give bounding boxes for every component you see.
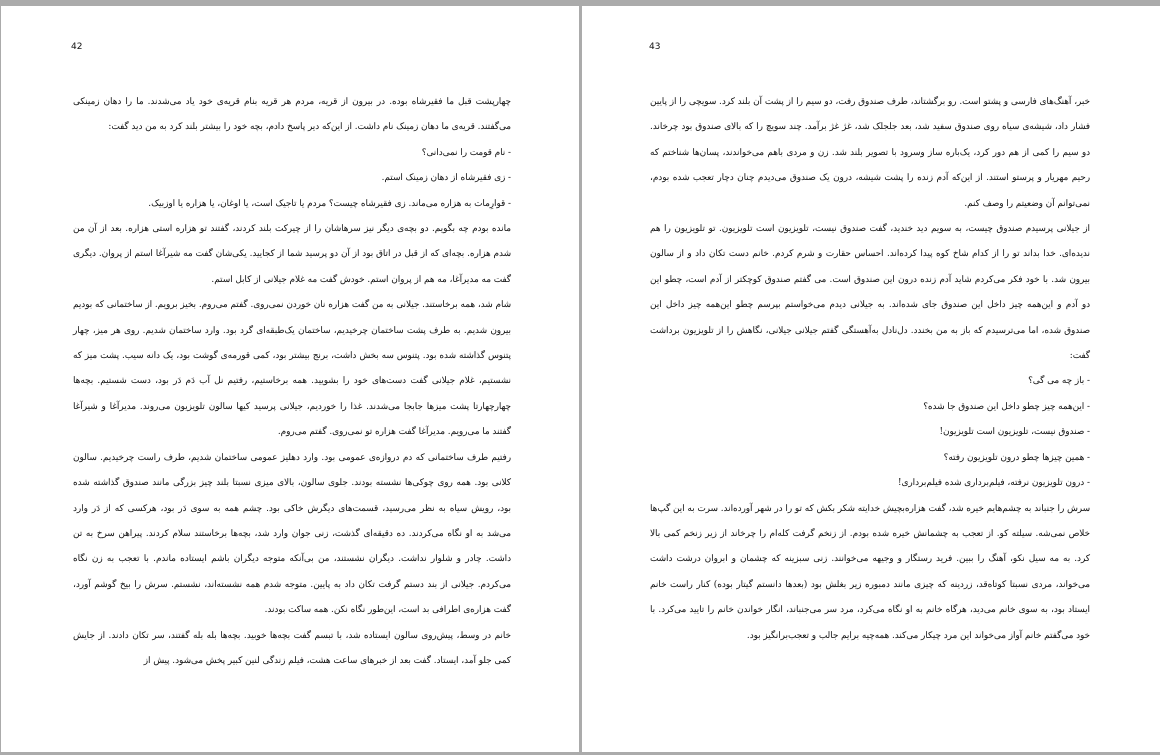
paragraph: سرش را جنباند به چشم‌هایم خیره شد، گفت هزاره‌بچیش خدایته شکر بکش که تو را در شهر آورده‌اند. سرت به این گپ‌ها خلاص نمی‌شه. سیلته کو. از تعجب به چشمانش خیره شده بودم. از زنخم گرفت کله‌ام را چرخاند از زیر زنخم کمی بالا کرد. به مه سیل نکو، آهنگ را ببین. فرید رستگار و وجیهه می‌خوانند. زنی سبزینه که چشمان و ابروان درشت داشت می‌خواند، مردی نسبتا کوتاه‌قد، زردینه که چیزی مانند دمبوره زیر بغلش بود (بعدها دانستم گیتار بوده) کنار راست خانم ایستاد بود، به سوی خانم می‌دید، هرگاه خانم به او نگاه می‌کرد، مرد سر می‌جنباند، انگار خواندن خانم را تایید می‌کرد. با خود می‌گفتم خانم آواز می‌خواند این مرد چیکار می‌کند. همه‌چیه برایم جالب و تعجب‌برانگیز بود. xyxy=(650,503,1090,641)
paragraph: مانده بودم چه بگویم. دو بچه‌ی دیگر نیز سرهاشان را از چیرکت بلند کردند، گفتند تو هزاره استی هزاره. بعد از آن من شدم هزاره. بچه‌ای که از قبل در اتاق بود از آن دو پرسید شما از کجایید. یکی‌شان گفت مه شیرآغا استم از پروان. دیگری گفت مه مدیرآغا، مه هم از پروان استم. خودش گفت مه غلام جیلانی از کابل استم. xyxy=(73,224,511,285)
page-body xyxy=(650,90,1090,649)
paragraph: - نام قومت را نمی‌دانی؟ xyxy=(421,147,511,158)
left-page xyxy=(1,6,579,752)
right-page xyxy=(582,6,1160,752)
paragraph: خبر، آهنگ‌های فارسی و پشتو است. رو برگشتاند، طرف صندوق رفت، دو سیم را از پشت آن بلند کرد. سویچی را از پایین فشار داد، شیشه‌ی سیاه روی صندوق سفید شد، بعد جلجلک شد، غژ غژ برآمد. چند سویچ را که بالای صندوق بود چرخاند. دو سیم را کمی از هم دور کرد، یک‌باره ساز وسرود با تصویر بلند شد. زن و مردی باهم می‌خواندند، پسان‌ها شناختم که رحیم مهریار و پرستو استند. از این‌که آدم زنده را پشت شیشه، درون یک صندوق می‌دیدم چنان دچار تعجب شده بودم، نمی‌توانم آن وضعیتم را وصف کنم. xyxy=(650,97,1090,209)
paragraph: از جیلانی پرسیدم صندوق چیست، به سویم دید خندید، گفت صندوق نیست، تلویزیون است تلویزیون. تو تلویزیون را هم ندیده‌ای. خدا بداند تو را از کدام شاخ کوه پیدا کرده‌اند. احساس حقارت و شرم کردم. خانم دست تکان داد و از سالون بیرون شد. با خود فکر می‌کردم شاید آدم زنده درون این صندوق است. می گفتم صندوق کوچکتر از آدم است، چطو این دو آدم و این‌همه چیز داخل این صندوق جای شده‌اند. به جیلانی دیدم می‌خواستم بپرسم چطو این‌همه چیز داخل این صندوق شده، اما می‌ترسیدم که باز به من بخندد. دل‌نادل به‌آهستگی گفتم جیلانی جیلانی، نگاهش را از تلویزیون برداشت گفت: xyxy=(650,224,1090,362)
paragraph: - صندوق نیست، تلویزیون است تلویزیون! xyxy=(939,427,1090,438)
paragraph: - باز چه می گی؟ xyxy=(1028,376,1090,387)
paragraph: - همین چیزها چطو درون تلویزیون رفته؟ xyxy=(943,452,1090,463)
paragraph: خانم در وسط، پیش‌روی سالون ایستاده شد، با تبسم گفت بچه‌ها خوبید. بچه‌ها بله بله گفتند، سر تکان دادند. از جایش کمی جلو آمد، ایستاد. گفت بعد از خبرهای ساعت هشت، فیلم زندگی لنین کبیر پخش می‌شود. پیش از xyxy=(73,630,511,666)
paragraph: - قوارِمات به هزاره می‌ماند. زی فقیرشاه چیست؟ مردم یا تاجیک است، یا اوغان، یا هزاره یا اوزبیک. xyxy=(148,198,511,209)
page-number: 43 xyxy=(649,42,661,52)
paragraph: - زی فقیرشاه از دهان زمینک استم. xyxy=(381,173,511,184)
paragraph: شام شد، همه برخاستند. جیلانی به من گفت هزاره نان خوردن نمی‌روی. گفتم می‌روم. بخیز برویم. از ساختمانی که بودیم بیرون شدیم. به طرف پشت ساختمان چرخیدیم، ساختمان یک‌طبقه‌ای گرد بود. وارد ساختمان شدیم. روی هر میز، چهار پتنوس گذاشته شده بود. پتنوس سه بخش داشت، برنج بیشتر بود، کمی قورمه‌ی گوشت بود، یک دانه سیب. پشت میز که نشستیم، غلام جیلانی گفت دست‌های خود را بشویید. همه برخاستیم، رفتیم نل آب دَم دَر بود، دست شستیم. بچه‌ها چهارچهارتا پشت میزها جابجا می‌شدند. غذا را خوردیم، جیلانی پرسید کیها سالون تلویزیون می‌روند. مدیرآغا و شیرآغا گفتند ما می‌رویم. مدیرآغا گفت هزاره تو نمی‌روی. گفتم می‌روم. xyxy=(73,300,511,438)
page-number: 42 xyxy=(71,42,83,52)
paragraph: رفتیم طرف ساختمانی که دم دروازه‌ی عمومی بود. وارد دهلیز عمومی ساختمان شدیم، طرف راست چرخیدیم. سالون کلانی بود. همه روی چوکی‌ها نشسته بودند. جلوی سالون، بالای میزی نسبتا بلند چیز بزرگی مانند صندوق گذاشته شده بود، رویش سیاه به نظر می‌رسید، قسمت‌های دیگرش خاکی بود. چشم همه به سوی دَر بود، هرکسی که از دَر وارد می‌شد به او نگاه می‌کردند. ده دقیقه‌ای گذشت، زنی جوان وارد شد، بچه‌ها برخاستند سلام کردند. پیراهن سرخ به تن داشت. چادر و شلوار نداشت. دیگران نشستند، من بی‌آنکه متوجه دیگران باشم ایستاده ماندم. با تعجب به زن نگاه می‌کردم. جیلانی از بند دستم گرفت تکان داد به پایین. متوجه شدم همه نشسته‌اند، نشستم. سرش را بیخ گوشم آورد، گفت هزاره‌ی اطرافی بد است، این‌طور نگاه نکن. همه ساکت بودند. xyxy=(73,452,511,616)
paragraph: - این‌همه چیز چطو داخل این صندوق جا شده؟ xyxy=(923,401,1090,412)
page-body xyxy=(73,90,511,674)
paragraph: - درون تلویزیون نرفته، فیلم‌برداری شده فیلم‌برداری! xyxy=(898,478,1090,489)
paragraph: چهارپشت قبل ما فقیرشاه بوده. در بیرون از قریه، مردم هر قریه بنام قریه‌ی خود یاد می‌شدند. ما را دهان زمینکی می‌گفتند. قریه‌ی ما دهان زمینک نام داشت. از این‌که دیر پاسخ دادم، بچه خود را بیشتر بلند کرد به من دید گفت: xyxy=(73,97,511,133)
